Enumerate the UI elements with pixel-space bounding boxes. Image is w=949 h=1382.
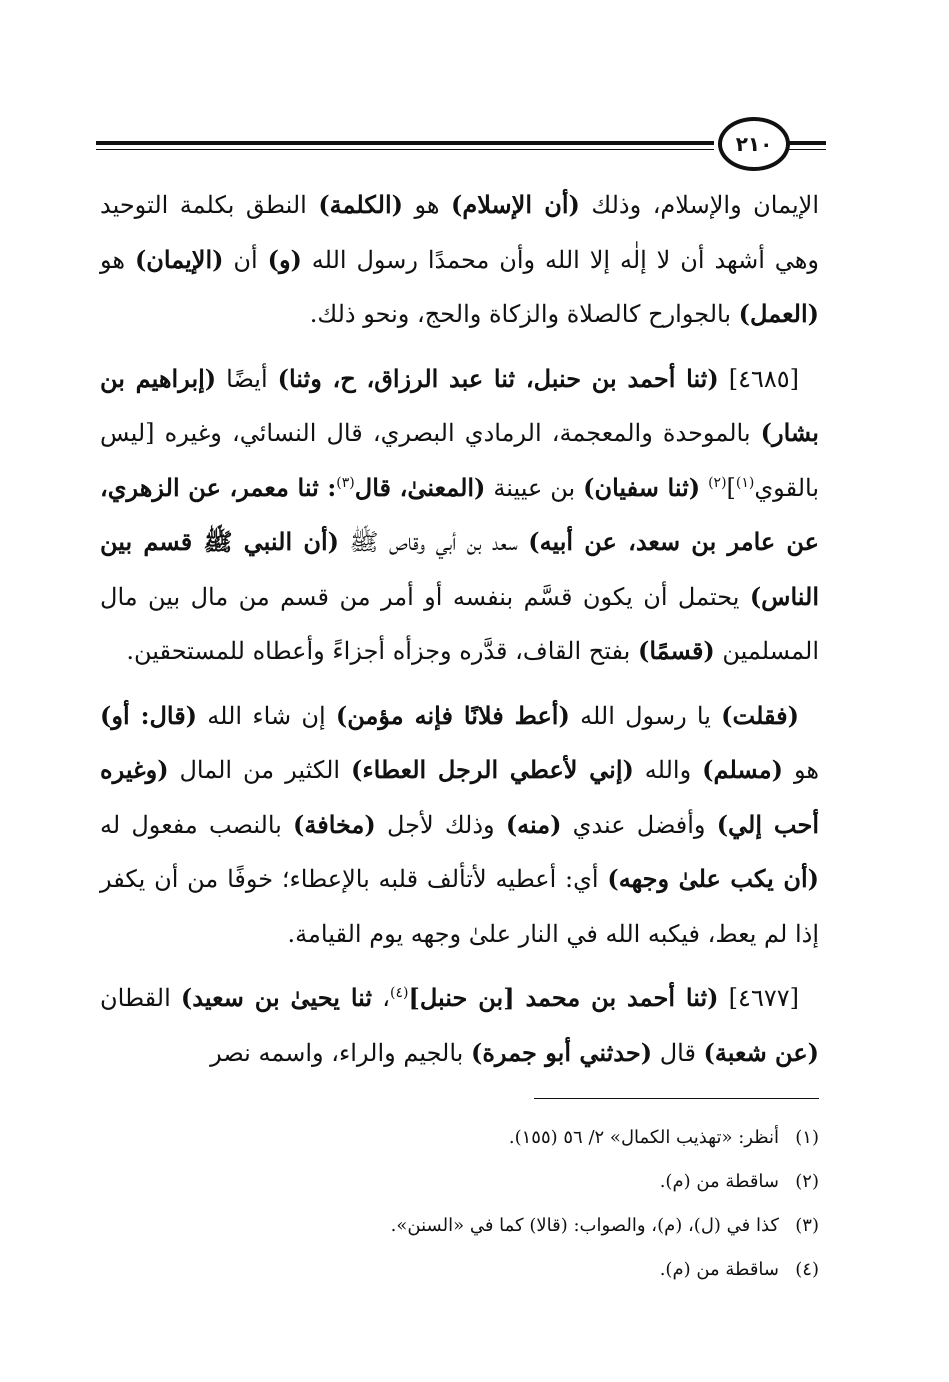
- bold-text: (الكلمة): [318, 190, 403, 219]
- bold-text: (وغيره أحب إلي): [100, 755, 819, 839]
- text-run: والله: [633, 756, 703, 784]
- paragraph: [100, 971, 819, 1080]
- header-rule-end: [788, 141, 826, 145]
- bold-text: (إبراهيم بن بشار): [100, 363, 819, 447]
- bold-text: ثنا يحيىٰ بن سعيد): [180, 983, 373, 1012]
- footnote-number: (٣): [795, 1215, 819, 1236]
- header-rule: [96, 141, 714, 145]
- bold-text: (أن النبي ﷺ قسم بين الناس): [100, 527, 819, 611]
- text-run: بالموحدة والمعجمة، الرمادي البصري، قال النسائي، وغيره [ليس بالقوي: [100, 419, 820, 502]
- footnote-item: [119, 1160, 819, 1204]
- text-run: [700, 474, 708, 502]
- text-run: أن: [223, 245, 268, 274]
- bold-text: (فقلت): [721, 700, 800, 730]
- text-run: قال: [652, 1038, 704, 1067]
- bold-text: (عن شعبة): [703, 1037, 819, 1067]
- text-run: وذلك لأجل: [375, 810, 506, 839]
- bold-text: (مسلم): [702, 755, 784, 784]
- footnote-number: (٤): [795, 1259, 819, 1280]
- footnote-ref: (٤): [390, 985, 409, 1001]
- footnote-text: أنظر: «تهذيب الكمال» ٢/ ٥٦ (١٥٥).: [508, 1127, 779, 1148]
- footnote-ref: (٣): [336, 474, 355, 491]
- bold-text: (ثنا أحمد بن محمد [بن حنبل]: [408, 983, 719, 1012]
- footnote-item: [119, 1116, 819, 1160]
- footnote-number: (١): [795, 1127, 819, 1148]
- header-rule-thin: [96, 149, 714, 150]
- text-run: أي: أعطيه لأتألف قلبه بالإعطاء؛ خوفًا من أن يكفر إذا لم يعط، فيكبه الله في النار علىٰ وجهه يوم القيامة.: [100, 865, 819, 948]
- bold-text: (الإيمان): [134, 244, 224, 274]
- text-run: [٤٦٨٥]: [718, 364, 800, 393]
- text-run: بن عيينة: [485, 473, 584, 502]
- text-run: هو: [783, 756, 820, 784]
- bold-text: (ثنا أحمد بن حنبل، ثنا عبد الرزاق، ح، وثنا): [277, 363, 719, 393]
- paragraph: [100, 352, 819, 679]
- text-run: يا رسول الله: [569, 701, 722, 730]
- text-run: [٤٦٧٧]: [718, 984, 799, 1012]
- text-run: إن شاء الله: [197, 701, 336, 730]
- text-run: الإيمان والإسلام، وذلك: [579, 191, 820, 219]
- text-run: هو: [100, 245, 135, 274]
- text-run: القطان: [100, 984, 181, 1012]
- footnote-number: (٢): [795, 1171, 819, 1192]
- bold-text: (و): [267, 244, 302, 274]
- text-run: وأفضل عندي: [561, 810, 717, 839]
- bold-text: (منه): [505, 809, 562, 839]
- bold-text: (قال: أو): [100, 700, 198, 730]
- bold-text: (العمل): [738, 299, 819, 328]
- bold-text: (المعنىٰ، قال: [354, 472, 486, 502]
- bold-text: (أعط فلانًا فإنه مؤمن): [335, 700, 570, 730]
- text-run: النطق بكلمة التوحيد وهي أشهد أن لا إلٰه إلا الله وأن محمدًا رسول الله: [100, 191, 820, 274]
- footnote-divider: [534, 1098, 819, 1099]
- bold-text: (أن الإسلام): [451, 190, 580, 219]
- footnote-ref: (١): [735, 474, 755, 491]
- text-run: بالنصب مفعول له: [100, 810, 294, 839]
- footnote-text: كذا في (ل)، (م)، والصواب: (قالا) كما في «السنن».: [390, 1215, 779, 1236]
- bold-text: (أن يكب علىٰ وجهه): [607, 864, 819, 893]
- text-run: هو: [402, 191, 452, 219]
- bold-text: (ثنا سفيان): [583, 472, 701, 502]
- text-run: بفتح القاف، قدَّره وجزأه أجزاءً وأعطاه للمستحقين.: [126, 637, 638, 665]
- paragraph: [100, 689, 819, 962]
- page-number: ٢١٠: [718, 117, 790, 171]
- text-run: أيضًا: [216, 364, 278, 393]
- bold-text: (مخافة): [293, 809, 376, 839]
- main-text: [100, 178, 819, 1090]
- header-rule-end-thin: [788, 149, 826, 150]
- bold-text: ثنا معمر، عن الزهري، عن عامر بن سعد، عن أبيه): [100, 472, 820, 556]
- bold-text: (قسمًا): [637, 636, 715, 665]
- footnote-text: ساقطة من (م).: [659, 1171, 779, 1192]
- bold-text: (إني لأعطي الرجل العطاء): [351, 755, 634, 784]
- bold-text: (حدثني أبو جمرة): [471, 1037, 653, 1067]
- page-header: [96, 117, 826, 177]
- text-run: بالجوارح كالصلاة والزكاة والحج، ونحو ذلك.: [309, 300, 739, 328]
- footnote-item: [119, 1204, 819, 1248]
- paragraph: [100, 178, 819, 342]
- bold-text: :: [318, 472, 337, 502]
- text-run: بالجيم والراء، واسمه نصر: [210, 1038, 471, 1067]
- text-run: يحتمل أن يكون قسَّم بنفسه أو أمر من قسم من مال بين مال المسلمين: [100, 582, 819, 665]
- text-run: الكثير من المال: [168, 756, 352, 784]
- text-run: سعد بن أبي وقاص ﷺ: [339, 528, 529, 556]
- text-run: ،: [372, 984, 391, 1012]
- footnote-ref: (٢): [708, 474, 727, 491]
- footnote-text: ساقطة من (م).: [659, 1259, 779, 1280]
- footnote-item: [119, 1248, 819, 1292]
- text-run: ]: [726, 473, 736, 502]
- footnotes: [119, 1116, 819, 1292]
